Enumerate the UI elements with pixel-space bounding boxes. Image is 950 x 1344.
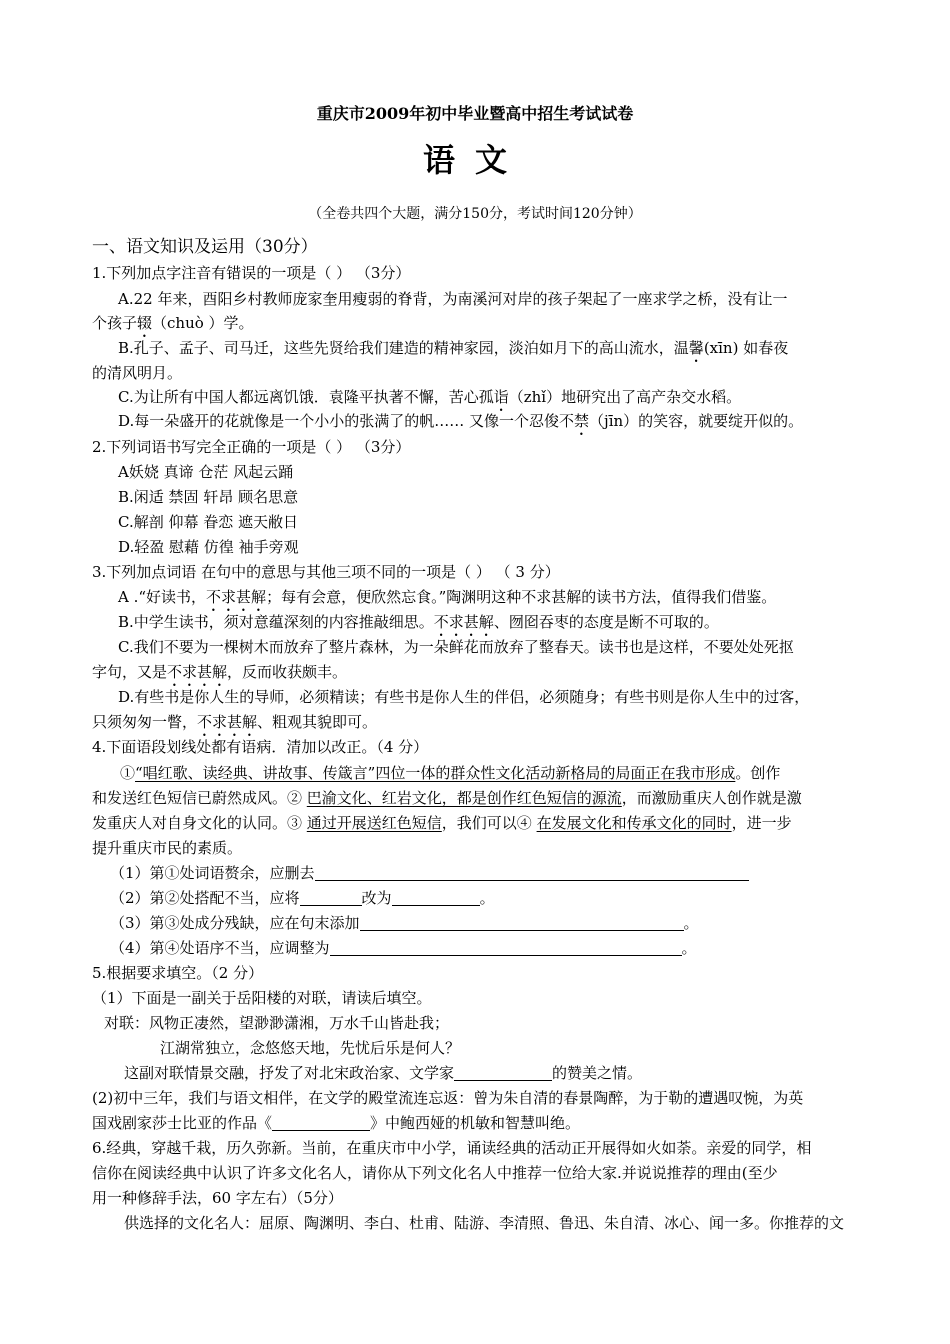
q5-sub2-line2: 国戏剧家莎士比亚的作品《 》中鲍西娅的机敏和智慧叫绝。: [92, 1114, 581, 1132]
q2-option-d: D.轻盈 慰藉 仿徨 袖手旁观: [118, 538, 299, 556]
q5-sub1: （1）下面是一副关于岳阳楼的对联，请读后填空。: [92, 989, 432, 1007]
exam-info: （全卷共四个大题，满分150分，考试时间120分钟）: [308, 206, 642, 222]
answer-blank[interactable]: [300, 889, 362, 906]
q5-couplet-question: 这副对联情景交融，抒发了对北宋政治家、文学家 的赞美之情。: [124, 1064, 643, 1082]
q4-sub1: （1）第①处词语赘余，应删去: [110, 862, 749, 884]
answer-blank[interactable]: [454, 1064, 552, 1081]
q3-option-d-line1: D.有些书是你人生的导师，必须精读；有些书是你人生的伴侣，必须随身；有些书则是你人生中的过客，: [118, 688, 810, 706]
q3-option-b: B.中学生读书，须对意蕴深刻的内容推敲细思。不求甚解、囫囵吞枣的态度是断不可取的。: [118, 613, 719, 631]
answer-blank[interactable]: [272, 1114, 370, 1131]
q3-option-d-line2: 只须匆匆一瞥，不求甚解、粗观其貌即可。: [92, 713, 378, 731]
q2-stem: 2.下列词语书写完全正确的一项是（ ） （3分）: [92, 438, 411, 456]
q1-option-b-line2: 的清风明月。: [92, 364, 183, 382]
q3-option-a: A .“好读书，不求甚解；每有会意，便欣然忘食。”陶渊明这种不求甚解的读书方法，值得我们借鉴。: [118, 588, 777, 606]
q2-option-c: C.解剖 仰幕 眷恋 遮天敝日: [118, 513, 299, 531]
q1-stem: 1.下列加点字注音有错误的一项是（ ） （3分）: [92, 264, 411, 282]
q4-passage-line1: ①“唱红歌、读经典、讲故事、传箴言”四位一体的群众性文化活动新格局的局面正在我市形成。创作: [120, 764, 781, 782]
q5-couplet-line2: 江湖常独立，念悠悠天地，先忧后乐是何人？: [160, 1039, 461, 1057]
q5-couplet-line1: 对联：风物正凄然，望渺渺潇湘，万水千山皆赴我；: [104, 1014, 450, 1032]
q6-line2: 信你在阅读经典中认识了许多文化名人，请你从下列文化名人中推荐一位给大家.并说说推荐的理由(至少: [92, 1164, 778, 1182]
answer-blank[interactable]: [392, 889, 480, 906]
answer-blank[interactable]: [330, 939, 682, 956]
q4-sub2: （2）第②处搭配不当，应将 改为 。: [110, 889, 495, 907]
q5-sub2-line1: (2)初中三年，我们与语文相伴，在文学的殿堂流连忘返：曾为朱自清的春景陶醉，为于勒的遭遇叹惋，为英: [92, 1089, 804, 1107]
q1-option-b-line1: B.孔子、孟子、司马迁，这些先贤给我们建造的精神家园，淡泊如月下的高山流水，温馨(xīn) 如春夜: [118, 339, 789, 357]
section-heading: 一、语文知识及运用（30分）: [92, 237, 318, 257]
q2-option-b: B.闲适 禁固 轩昂 顾名思意: [118, 488, 299, 506]
q4-passage-line4: 提升重庆市民的素质。: [92, 839, 243, 857]
q2-option-a: A妖娆 真谛 仓茫 风起云踊: [118, 463, 294, 481]
q4-passage-line3: 发重庆人对自身文化的认同。③ 通过开展送红色短信，我们可以④ 在发展文化和传承文化的同时，进一步: [92, 814, 792, 832]
answer-blank[interactable]: [315, 864, 749, 881]
q6-line1: 6.经典，穿越千栽，历久弥新。当前，在重庆市中小学，诵读经典的活动正开展得如火如荼。亲爱的同学，相: [92, 1139, 812, 1157]
q4-stem: 4.下面语段划线处都有语病．清加以改正。（4 分）: [92, 738, 429, 756]
q1-option-a-line2: 个孩子辍（chuò ）学。: [92, 314, 254, 332]
exam-title: 重庆市2009年初中毕业暨高中招生考试试卷: [316, 104, 634, 123]
q6-line3: 用一种修辞手法，60 字左右）（5分）: [92, 1189, 343, 1207]
q3-stem: 3.下列加点词语 在句中的意思与其他三项不同的一项是（ ） （ 3 分）: [92, 563, 560, 581]
answer-blank[interactable]: [360, 914, 684, 931]
q4-passage-line2: 和发送红色短信已蔚然成风。② 巴渝文化、红岩文化，都是创作红色短信的源流，而激励重庆人创作就是激: [92, 789, 802, 807]
q3-option-c-line1: C.我们不要为一棵树木而放弃了整片森林，为一朵鲜花而放弃了整春天。读书也是这样，不要处处死抠: [118, 638, 794, 656]
q1-option-d: D.每一朵盛开的花就像是一个小小的张满了的帆…… 又像一个忍俊不禁（jīn）的笑容，就要绽开似的。: [118, 412, 804, 430]
q5-stem: 5.根据要求填空。（2 分）: [92, 964, 264, 982]
q1-option-a-line1: A.22 年来，酉阳乡村教师庞家奎用瘦弱的脊背，为南溪河对岸的孩子架起了一座求学之桥，没有让一: [118, 290, 788, 308]
q6-line4: 供选择的文化名人：屈原、陶渊明、李白、杜甫、陆游、李清照、鲁迅、朱自清、冰心、闻一多。你推荐的文: [124, 1214, 845, 1232]
subject-title: 语文: [422, 141, 527, 179]
q4-sub3: （3）第③处成分残缺，应在句末添加 。: [110, 914, 699, 932]
q3-option-c-line2: 字句，又是不求甚解，反而收获颇丰。: [92, 663, 348, 681]
q1-option-c: C.为让所有中国人都远离饥饿．袁隆平执著不懈，苦心孤诣（zhǐ）地研究出了高产杂交水稻。: [118, 388, 742, 406]
q4-sub4: （4）第④处语序不当，应调整为 。: [110, 939, 697, 957]
